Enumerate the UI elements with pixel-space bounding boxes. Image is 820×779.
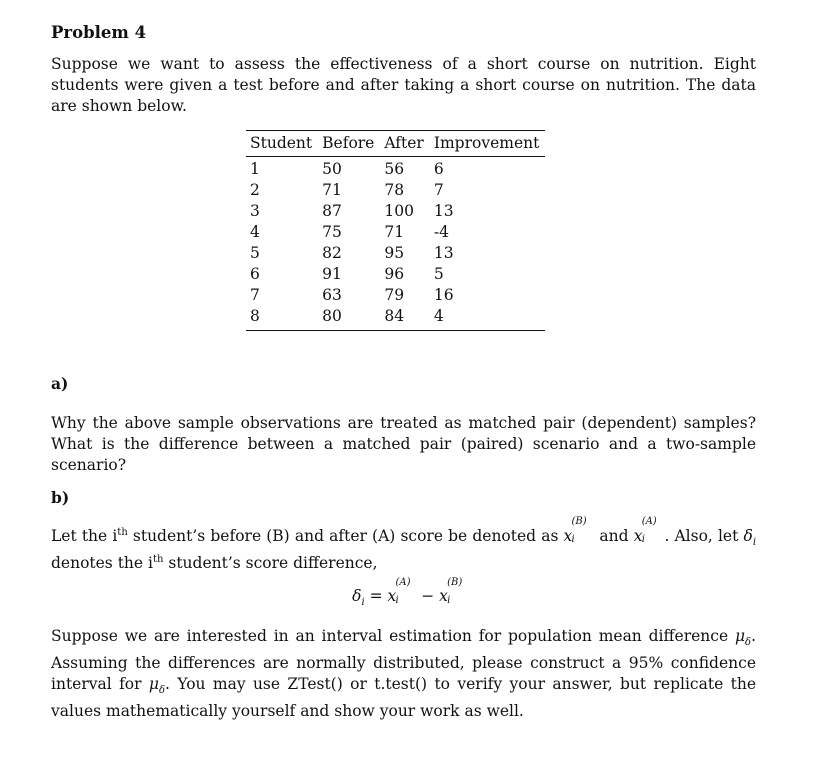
table-cell: 3 [250, 202, 260, 220]
math-mu-delta: $\mu_\delta$ [148, 675, 166, 696]
table-cell: 7 [433, 181, 444, 199]
table-cell: 71 [322, 181, 342, 199]
math-delta-i: $\delta_i$ [743, 527, 757, 548]
table-cell: 5 [250, 244, 260, 262]
part-b-label: b) [51, 488, 70, 507]
table-cell: 79 [384, 286, 405, 304]
table-cell: 6 [433, 160, 444, 178]
math-x-i-A: x (A) i [633, 516, 657, 545]
table-row [246, 157, 545, 181]
table-cell: 80 [322, 307, 342, 325]
table-cell: 5 [433, 265, 444, 283]
math-x-i-B: x (B) i [563, 516, 587, 545]
table-cell: 50 [322, 160, 342, 178]
table-cell: 13 [433, 202, 454, 220]
part-a-label: a) [51, 374, 69, 393]
table-cell: 16 [433, 286, 454, 304]
table-cell: 56 [384, 160, 405, 178]
table-row [246, 180, 545, 201]
table-cell: 95 [384, 244, 405, 262]
table-header-row [246, 131, 545, 157]
table-row [246, 306, 545, 331]
table-cell: 75 [322, 223, 342, 241]
math-mu-delta: $\mu_\delta$ [734, 627, 752, 648]
table-body [246, 157, 545, 331]
table-cell: 91 [322, 265, 342, 283]
table-cell: -4 [433, 223, 449, 241]
table-cell: 6 [250, 265, 260, 283]
superscript-th: th [117, 526, 128, 538]
table-cell: 4 [433, 307, 444, 325]
equation-delta: $\delta_i = x$ (A) i − x (B) i [352, 577, 463, 608]
problem-intro: Suppose we want to assess the effectiveness of a short course on nutrition. Eight students were given a test before and after taking a short course on nutrition. The data are shown below. [51, 55, 756, 115]
table-row [246, 243, 545, 264]
table-row [246, 201, 545, 222]
header-improvement: Improvement [430, 131, 546, 157]
text: student’s score difference, [163, 554, 378, 572]
table-cell: 63 [322, 286, 342, 304]
text: and [594, 527, 634, 545]
header-before: Before [318, 131, 380, 157]
part-b-paragraph-1 [51, 516, 757, 574]
text: . Also, let [664, 527, 744, 545]
header-after: After [380, 131, 429, 157]
table-cell: 82 [322, 244, 342, 262]
table-cell: 87 [322, 202, 342, 220]
table-cell: 71 [384, 223, 405, 241]
table-row [246, 285, 545, 306]
superscript-th: th [152, 553, 164, 565]
table-cell: 84 [384, 307, 405, 325]
table-cell: 100 [384, 202, 414, 220]
text: Let the i [51, 527, 118, 545]
text: student’s before (B) and after (A) score be denoted as [127, 527, 564, 545]
table-row [246, 222, 545, 243]
table-cell: 8 [250, 307, 260, 325]
table-cell: 96 [384, 265, 405, 283]
table-row [246, 264, 545, 285]
table-cell: 7 [250, 286, 260, 304]
part-b-paragraph-2: Suppose we are interested in an interval estimation for population mean difference $\mu_\delta$. Assuming the differences are normally distributed, please construct a 95% confidence interval for $\mu_\delta$. You may use ZTest() or t.test() to verify your answer, but replicate the values mathematically yourself and show your work as well. [51, 627, 756, 720]
header-student: Student [246, 131, 318, 157]
table-cell: 2 [250, 181, 260, 199]
part-a-question: Why the above sample observations are treated as matched pair (dependent) samples? What is the difference between a matched pair (paired) scenario and a two-sample scenario? [51, 414, 756, 474]
problem-title: Problem 4 [51, 23, 147, 42]
data-table [246, 130, 545, 331]
text: denotes the i [51, 554, 153, 572]
table-cell: 4 [250, 223, 260, 241]
table-cell: 78 [384, 181, 405, 199]
table-cell: 1 [250, 160, 260, 178]
table-cell: 13 [433, 244, 454, 262]
